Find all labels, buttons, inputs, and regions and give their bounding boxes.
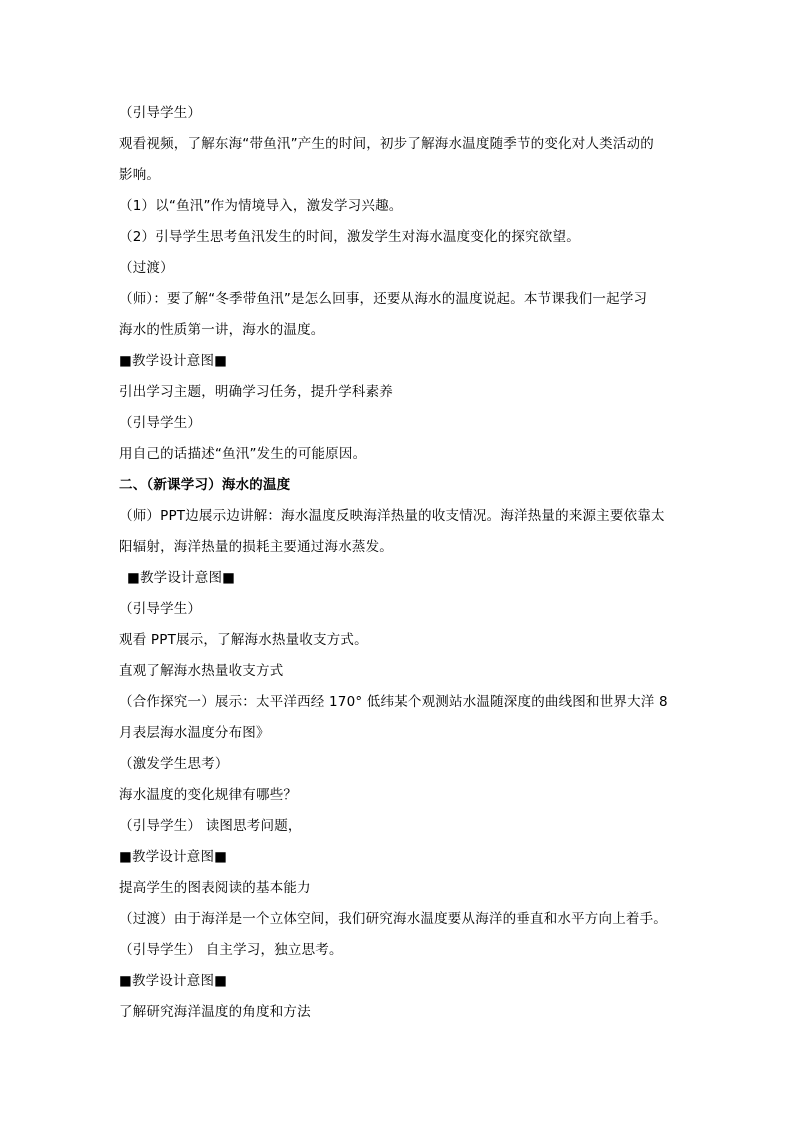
text-line: （过渡）由于海洋是一个立体空间，我们研究海水温度要从海洋的垂直和水平方向上着手。 xyxy=(119,911,667,927)
text-line: 影响。 xyxy=(119,167,161,183)
design-intent-heading: ■教学设计意图■ xyxy=(119,849,228,865)
text-line: （引导学生） 自主学习，独立思考。 xyxy=(119,942,343,958)
text-line: （激发学生思考） xyxy=(119,756,229,772)
text-line: 直观了解海水热量收支方式 xyxy=(119,663,284,679)
text-line: （引导学生） 读图思考问题， xyxy=(119,818,302,834)
design-intent-heading: ■教学设计意图■ xyxy=(127,570,236,586)
section-heading: 二、（新课学习）海水的温度 xyxy=(119,477,291,493)
text-line: （过渡） xyxy=(119,260,174,276)
text-line: （1）以“鱼汛”作为情境导入，激发学习兴趣。 xyxy=(119,198,403,214)
text-line: （引导学生） xyxy=(119,415,202,431)
text-line: 提高学生的图表阅读的基本能力 xyxy=(119,880,311,896)
text-line: （2）引导学生思考鱼汛发生的时间，激发学生对海水温度变化的探究欲望。 xyxy=(119,229,580,245)
text-line: 用自己的话描述“鱼汛”发生的可能原因。 xyxy=(119,446,367,462)
text-line: （引导学生） xyxy=(119,601,202,617)
text-line: 引出学习主题，明确学习任务，提升学科素养 xyxy=(119,384,393,400)
document-body xyxy=(119,98,679,1028)
text-line: （引导学生） xyxy=(119,105,202,121)
design-intent-heading: ■教学设计意图■ xyxy=(119,353,228,369)
text-line: 阳辐射，海洋热量的损耗主要通过海水蒸发。 xyxy=(119,539,393,555)
text-line: （师）PPT边展示边讲解：海水温度反映海洋热量的收支情况。海洋热量的来源主要依靠太 xyxy=(119,508,665,524)
text-line: 观看视频，了解东海“带鱼汛”产生的时间，初步了解海水温度随季节的变化对人类活动的 xyxy=(119,136,654,152)
text-line: （师）：要了解“冬季带鱼汛”是怎么回事，还要从海水的温度说起。本节课我们一起学习 xyxy=(119,291,648,307)
text-line: 海水的性质第一讲，海水的温度。 xyxy=(119,322,325,338)
text-line: 观看 PPT展示，了解海水热量收支方式。 xyxy=(119,632,368,648)
text-line: 月表层海水温度分布图》 xyxy=(119,725,270,741)
design-intent-heading: ■教学设计意图■ xyxy=(119,973,228,989)
text-line: （合作探究一）展示：太平洋西经 170° 低纬某个观测站水温随深度的曲线图和世界大洋 8 xyxy=(119,694,668,710)
text-line: 海水温度的变化规律有哪些？ xyxy=(119,787,298,803)
text-line: 了解研究海洋温度的角度和方法 xyxy=(119,1004,311,1020)
